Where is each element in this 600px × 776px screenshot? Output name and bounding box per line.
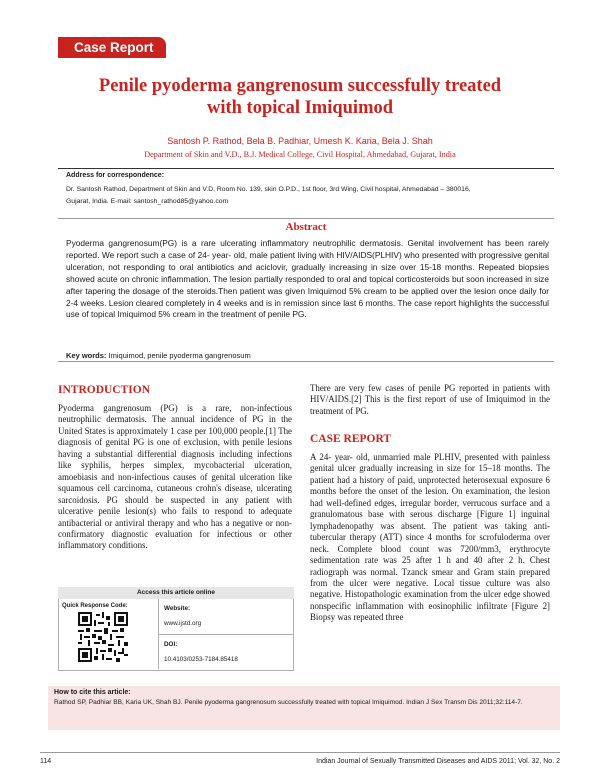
address-line-2: Gujarat, India. E-mail: santosh_rathod85@yahoo.com [66,198,229,205]
doi-label: DOI: [164,641,178,648]
article-title [40,75,560,119]
keywords-label: Key words: [66,351,107,360]
doi-value[interactable]: 10.4103/0253-7184.85418 [164,656,238,663]
page-number: 114 [40,758,52,765]
address-line-1: Dr. Santosh Rathod, Department of Skin and V.D, Room No. 139, skin O.P.D., 1st floor, 3rd Wing, Civil hospital, Ahmedabad – 380016, [66,186,471,193]
citation-heading: How to cite this article: [54,689,131,696]
article-type-label [58,37,166,58]
footer-divider [40,752,560,753]
access-heading: Access this article online [58,587,294,599]
title-line-1: Penile pyoderma gangrenosum successfully treated [98,76,502,96]
case-report-heading: CASE REPORT [310,433,392,445]
address-heading: Address for correspondence: [66,172,165,179]
introduction-heading: INTRODUCTION [58,384,151,396]
address-text [66,184,546,208]
keywords-text: Imiquimod, penile pyoderma gangrenosum [108,351,251,360]
keywords [66,351,251,360]
title-line-2: with topical Imiquimod [206,98,394,118]
right-intro-text: There are very few cases of penile PG reported in patients with HIV/AIDS.[2] This is the first report of use of Imiquimod in the treatment of PG. [310,383,550,416]
journal-footer: Indian Journal of Sexually Transmitted Diseases and AIDS 2011; Vol. 32, No. 2 [316,758,560,765]
qr-label: Quick Response Code: [62,603,128,609]
website-label: Website: [164,605,191,612]
abstract-heading: Abstract [285,221,327,233]
website-link[interactable]: www.ijstd.org [164,620,202,627]
citation-text: Rathod SP, Padhiar BB, Karia UK, Shah BJ. Penile pyoderma gangrenosum successfully treated with topical Imiquimod. Indian J Sex Transm Dis 2011;32:114-7. [54,699,523,706]
introduction-text: Pyoderma gangrenosum (PG) is a rare, non-infectious neutrophilic dermatosis. The annual incidence of PG in the United States is approximately 1 case per 100,000 people.[1] The diagnosis of genital PG is one of exclusion, with penile lesions having a substantial differential diagnosis including infections like syphilis, herpes simplex, mycobacterial ulceration, amoebiasis and non-infectious causes of genital ulceration like squamous cell carcinoma, cutaneous crohn's disease, ulcerating sarcoidosis. PG should be suspected in any patient with ulcerative penile lesion(s) who fails to respond to adequate antibacterial or antiviral therapy and who has a negative or non-confirmatory diagnostic evaluation for infectious or other inflammatory conditions. [58,403,292,551]
abstract-text: Pyoderma gangrenosum(PG) is a rare ulcerating inflammatory neutrophilic dermatosis. Genital involvement has been rarely reported. We report such a case of 24- year- old, male patient living with HIV/AIDS(PLHIV) who presented with progressive genital ulceration, not responding to oral antibiotics and aciclovir, gradually increasing in size over 15-18 months. Repeated biopsies showed acute on chronic inflammation. The lesion partially responded to oral and topical corticosteroids but soon increased in size after tapering the dosage of the steroids.Then patient was given Imiquimod 5% cream to be applied over the lesion once daily for 2-4 weeks. Lesion cleared completely in 4 weeks and is in remission since last 6 months. The case report highlights the successful use of topical Imiquimod 5% cream in the treatment of penile PG. [66,238,549,320]
case-report-text: A 24- year- old, unmarried male PLHIV, presented with painless genital ulcer gradually increasing in size for 15–18 months. The patient had a history of paid, unprotected heterosexual exposure 6 months before the onset of the lesion. On examination, the lesion had well-defined edges, irregular border, verrucous surface and a granulomatous base with serous discharge [Figure 1] inguinal lymphadenopathy was absent. The patient was taking anti-tubercular therapy (ATT) since 4 months for scrofuloderma over neck. Complete blood count was 7200/mm3, erythrocyte sedimentation rate was 25 after 1 h and 40 after 2 h. Chest radiograph was normal. Tzanck smear and Gram stain prepared from the ulcer were negative. Local tissue culture was also negative. Histopathologic examination from the ulcer edge showed nonspecific inflammation with eosinophilic infiltrate [Figure 2] Biopsy was repeated three [310,452,550,623]
access-divider-horizontal [158,634,294,635]
authors: Santosh P. Rathod, Bela B. Padhiar, Umesh K. Karia, Bela J. Shah [167,136,433,146]
qr-code-icon [78,612,128,662]
article-type-text: Case Report [74,40,154,55]
affiliation: Department of Skin and V.D., B.J. Medical College, Civil Hospital, Ahmedabad, Gujarat, India [144,150,456,159]
